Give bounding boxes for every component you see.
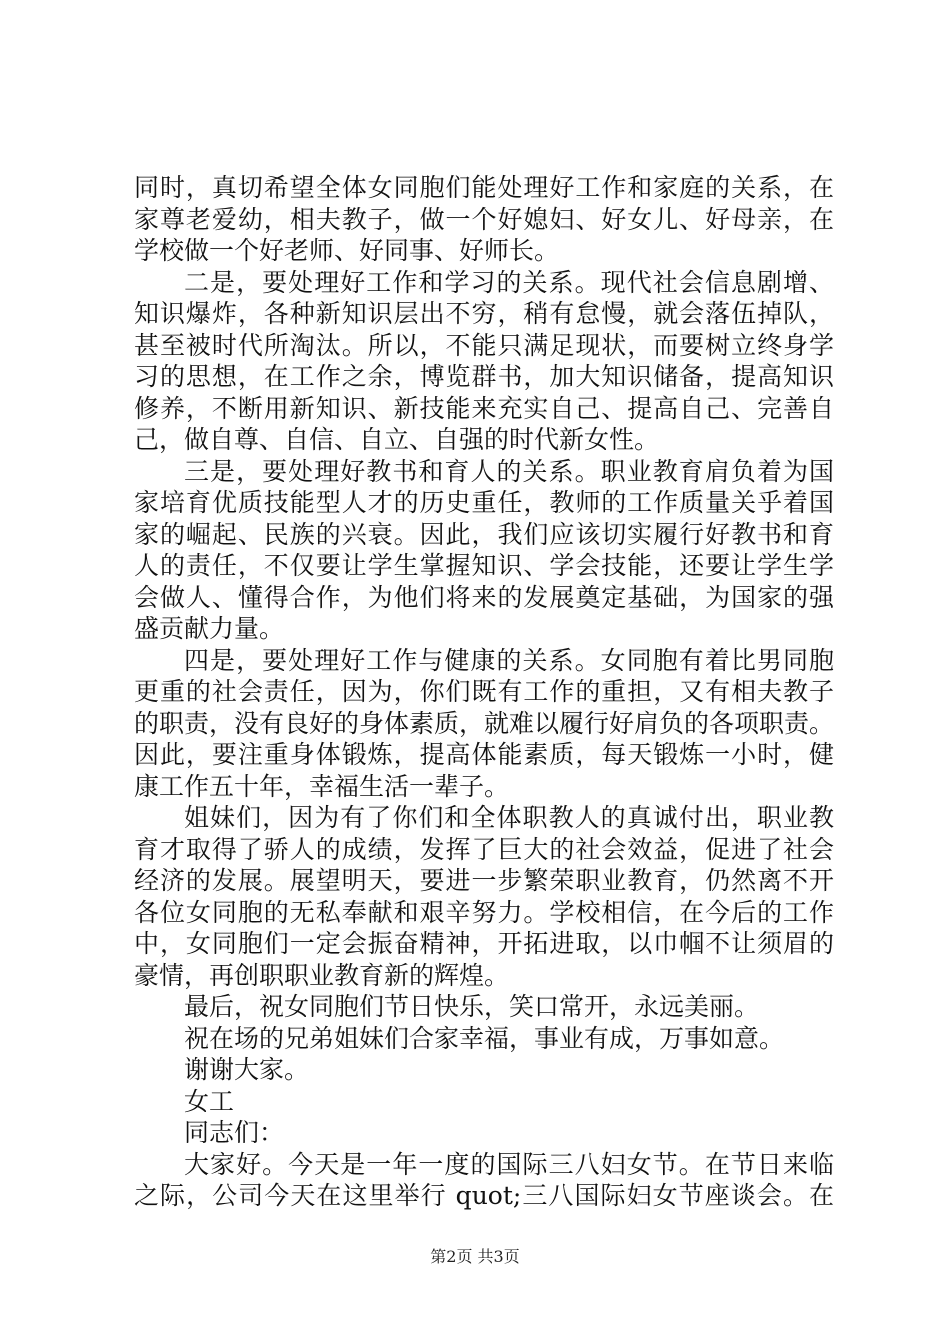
text-line: 经济的发展。展望明天，要进一步繁荣职业教育，仍然离不开 (134, 866, 834, 895)
text-line: 四是，要处理好工作与健康的关系。女同胞有着比男同胞 (184, 645, 834, 675)
text-line: 大家好。今天是一年一度的国际三八妇女节。在节日来临 (184, 1149, 834, 1179)
text-line: 修养，不断用新知识、新技能来充实自己、提高自己、完善自 (134, 393, 834, 423)
text-line: 中，女同胞们一定会振奋精神，开拓进取，以巾帼不让须眉的 (134, 929, 834, 958)
text-line: 更重的社会责任，因为，你们既有工作的重担，又有相夫教子 (134, 677, 834, 706)
text-line: 盛贡献力量。 (134, 614, 285, 643)
text-line: 会做人、懂得合作，为他们将来的发展奠定基础，为国家的强 (134, 582, 834, 612)
text-line: 谢谢大家。 (184, 1055, 310, 1084)
text-line: 家培育优质技能型人才的历史重任，教师的工作质量关乎着国 (134, 488, 834, 517)
text-line: 三是，要处理好教书和育人的关系。职业教育肩负着为国 (184, 456, 834, 486)
text-line: 各位女同胞的无私奉献和艰辛努力。学校相信，在今后的工作 (134, 897, 834, 927)
text-line: 同志们： (184, 1118, 285, 1147)
text-line: 康工作五十年，幸福生活一辈子。 (134, 771, 510, 801)
text-line: 家尊老爱幼，相夫教子，做一个好媳妇、好女儿、好母亲，在 (134, 204, 834, 234)
text-line: 豪情，再创职职业教育新的辉煌。 (134, 960, 510, 990)
text-line: 人的责任，不仅要让学生掌握知识、学会技能，还要让学生学 (134, 551, 834, 580)
text-line: 学校做一个好老师、好同事、好师长。 (134, 236, 560, 265)
text-line: 知识爆炸，各种新知识层出不穷，稍有怠慢，就会落伍掉队， (134, 299, 834, 328)
text-line: 的职责，没有良好的身体素质，就难以履行好肩负的各项职责。 (134, 708, 835, 738)
body-text (134, 172, 834, 1212)
text-line: 因此，要注重身体锻炼，提高体能素质，每天锻炼一小时，健 (134, 740, 834, 769)
text-line: 己，做自尊、自信、自立、自强的时代新女性。 (134, 425, 660, 454)
text-line: 姐妹们，因为有了你们和全体职教人的真诚付出，职业教 (184, 803, 834, 832)
text-line: 祝在场的兄弟姐妹们合家幸福，事业有成，万事如意。 (184, 1023, 785, 1053)
text-line: 最后，祝女同胞们节日快乐，笑口常开，永远美丽。 (184, 992, 760, 1021)
text-line: 同时，真切希望全体女同胞们能处理好工作和家庭的关系，在 (134, 173, 834, 202)
text-line: 甚至被时代所淘汰。所以，不能只满足现状，而要树立终身学 (134, 330, 834, 360)
text-line: 二是，要处理好工作和学习的关系。现代社会信息剧增、 (184, 267, 834, 297)
page-footer: 第2页 共3页 (430, 1247, 520, 1266)
text-line: 女工 (184, 1086, 235, 1116)
text-line: 习的思想，在工作之余，博览群书，加大知识储备，提高知识 (134, 362, 834, 391)
text-line: 家的崛起、民族的兴衰。因此，我们应该切实履行好教书和育 (134, 519, 834, 549)
text-line: 育才取得了骄人的成绩，发挥了巨大的社会效益，促进了社会 (134, 834, 834, 864)
text-line: 之际，公司今天在这里举行 quot;三八国际妇女节座谈会。在 (134, 1181, 834, 1210)
